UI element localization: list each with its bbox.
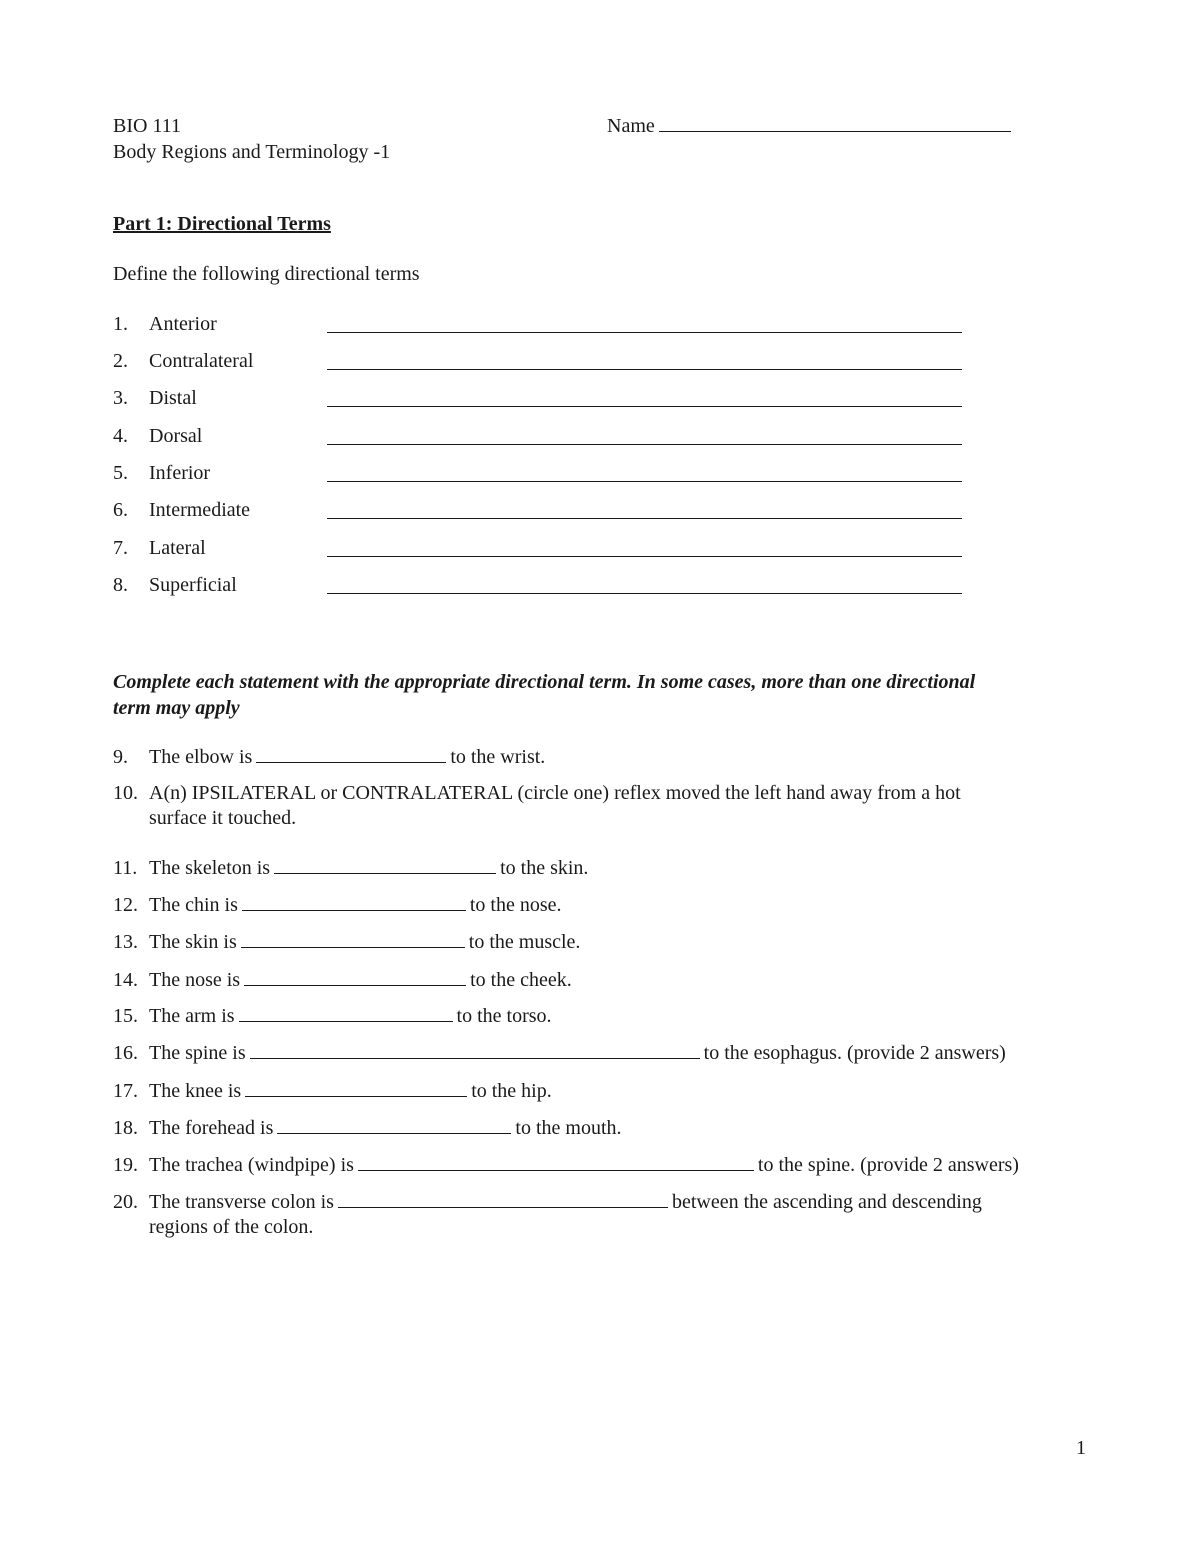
- question-item: [113, 1004, 552, 1028]
- term-item: [113, 573, 237, 597]
- part1-heading: Part 1: Directional Terms: [113, 213, 331, 235]
- question-text: The trachea (windpipe) is: [149, 1154, 354, 1176]
- question-number: 11.: [113, 857, 138, 879]
- answer-blank[interactable]: [245, 1079, 467, 1097]
- definition-field[interactable]: [327, 444, 962, 445]
- answer-blank[interactable]: [338, 1190, 668, 1208]
- question-text: The transverse colon is: [149, 1191, 334, 1213]
- part2-instruction-line2: term may apply: [113, 697, 240, 719]
- term-item: [113, 461, 210, 485]
- question-item: [113, 856, 588, 880]
- term-number: 1.: [113, 313, 128, 335]
- question-number: 20.: [113, 1191, 138, 1213]
- question-item: [113, 1041, 1006, 1065]
- part2-instruction-line1: Complete each statement with the appropriate directional term. In some cases, more than one directional: [113, 671, 976, 693]
- answer-blank[interactable]: [358, 1153, 754, 1171]
- question-number: 16.: [113, 1042, 138, 1064]
- term-item: [113, 536, 206, 560]
- name-label: Name: [607, 115, 655, 137]
- answer-blank[interactable]: [241, 930, 465, 948]
- answer-blank[interactable]: [242, 893, 466, 911]
- question-text: to the cheek.: [470, 969, 572, 991]
- question-text[interactable]: A(n) IPSILATERAL or CONTRALATERAL (circle one) reflex moved the left hand away from a hot: [149, 782, 961, 804]
- question-number: 15.: [113, 1005, 138, 1027]
- definition-field[interactable]: [327, 593, 962, 594]
- term-label: Superficial: [149, 574, 237, 596]
- answer-blank[interactable]: [244, 968, 466, 986]
- term-label: Inferior: [149, 462, 211, 484]
- answer-blank[interactable]: [256, 745, 446, 763]
- question-number: 19.: [113, 1154, 138, 1176]
- worksheet-title: Body Regions and Terminology -1: [113, 141, 391, 163]
- definition-field[interactable]: [327, 332, 962, 333]
- term-number: 2.: [113, 350, 128, 372]
- question-item: [113, 745, 545, 769]
- term-number: 7.: [113, 537, 128, 559]
- course-code: BIO 111: [113, 115, 181, 137]
- question-text: The skin is: [149, 931, 237, 953]
- question-text: The forehead is: [149, 1117, 274, 1139]
- question-text: to the torso.: [456, 1005, 552, 1027]
- term-label: Lateral: [149, 537, 206, 559]
- question-text: to the nose.: [469, 894, 562, 916]
- answer-blank[interactable]: [250, 1041, 700, 1059]
- term-label: Dorsal: [149, 425, 203, 447]
- question-number: 18.: [113, 1117, 138, 1139]
- question-item: [113, 968, 572, 992]
- question-number: 12.: [113, 894, 138, 916]
- question-text: The elbow is: [149, 746, 253, 768]
- term-item: [113, 386, 197, 410]
- question-item: [113, 1116, 622, 1140]
- question-item: [113, 1190, 982, 1214]
- question-item: [113, 893, 562, 917]
- answer-blank[interactable]: [239, 1004, 453, 1022]
- question-number: 10.: [113, 782, 138, 804]
- term-item: [113, 349, 253, 373]
- question-text: to the skin.: [500, 857, 589, 879]
- question-text: to the mouth.: [515, 1117, 622, 1139]
- term-label: Contralateral: [149, 350, 254, 372]
- question-number: 14.: [113, 969, 138, 991]
- question-text: The nose is: [149, 969, 241, 991]
- question-text: The chin is: [149, 894, 238, 916]
- name-field-row: [607, 114, 1015, 138]
- definition-field[interactable]: [327, 369, 962, 370]
- question-item: [113, 930, 580, 954]
- answer-blank[interactable]: [277, 1116, 511, 1134]
- answer-blank[interactable]: [274, 856, 496, 874]
- question-text: The knee is: [149, 1080, 242, 1102]
- term-number: 6.: [113, 499, 128, 521]
- definition-field[interactable]: [327, 556, 962, 557]
- question-text: to the wrist.: [450, 746, 546, 768]
- question-number: 17.: [113, 1080, 138, 1102]
- question-text: between the ascending and descending: [671, 1191, 982, 1213]
- term-item: [113, 424, 202, 448]
- definition-field[interactable]: [327, 406, 962, 407]
- question-item: [113, 1079, 552, 1103]
- question-text-continued: surface it touched.: [149, 807, 297, 829]
- term-label: Intermediate: [149, 499, 251, 521]
- term-number: 8.: [113, 574, 128, 596]
- page-number: 1: [1076, 1437, 1086, 1459]
- question-text: to the muscle.: [468, 931, 581, 953]
- question-text: The spine is: [149, 1042, 246, 1064]
- question-text: The skeleton is: [149, 857, 271, 879]
- definition-field[interactable]: [327, 518, 962, 519]
- question-text-continued: regions of the colon.: [149, 1216, 314, 1238]
- question-item: [113, 781, 961, 805]
- name-field[interactable]: [659, 114, 1011, 132]
- term-number: 4.: [113, 425, 128, 447]
- term-label: Distal: [149, 387, 197, 409]
- question-text: to the spine. (provide 2 answers): [757, 1154, 1019, 1176]
- part1-instruction: Define the following directional terms: [113, 263, 420, 285]
- term-item: [113, 498, 250, 522]
- question-item: [113, 1153, 1019, 1177]
- question-text: The arm is: [149, 1005, 235, 1027]
- question-number: 13.: [113, 931, 138, 953]
- question-text: to the hip.: [471, 1080, 552, 1102]
- term-label: Anterior: [149, 313, 217, 335]
- definition-field[interactable]: [327, 481, 962, 482]
- question-number: 9.: [113, 746, 128, 768]
- term-number: 5.: [113, 462, 128, 484]
- term-number: 3.: [113, 387, 128, 409]
- question-text: to the esophagus. (provide 2 answers): [703, 1042, 1006, 1064]
- term-item: [113, 312, 217, 336]
